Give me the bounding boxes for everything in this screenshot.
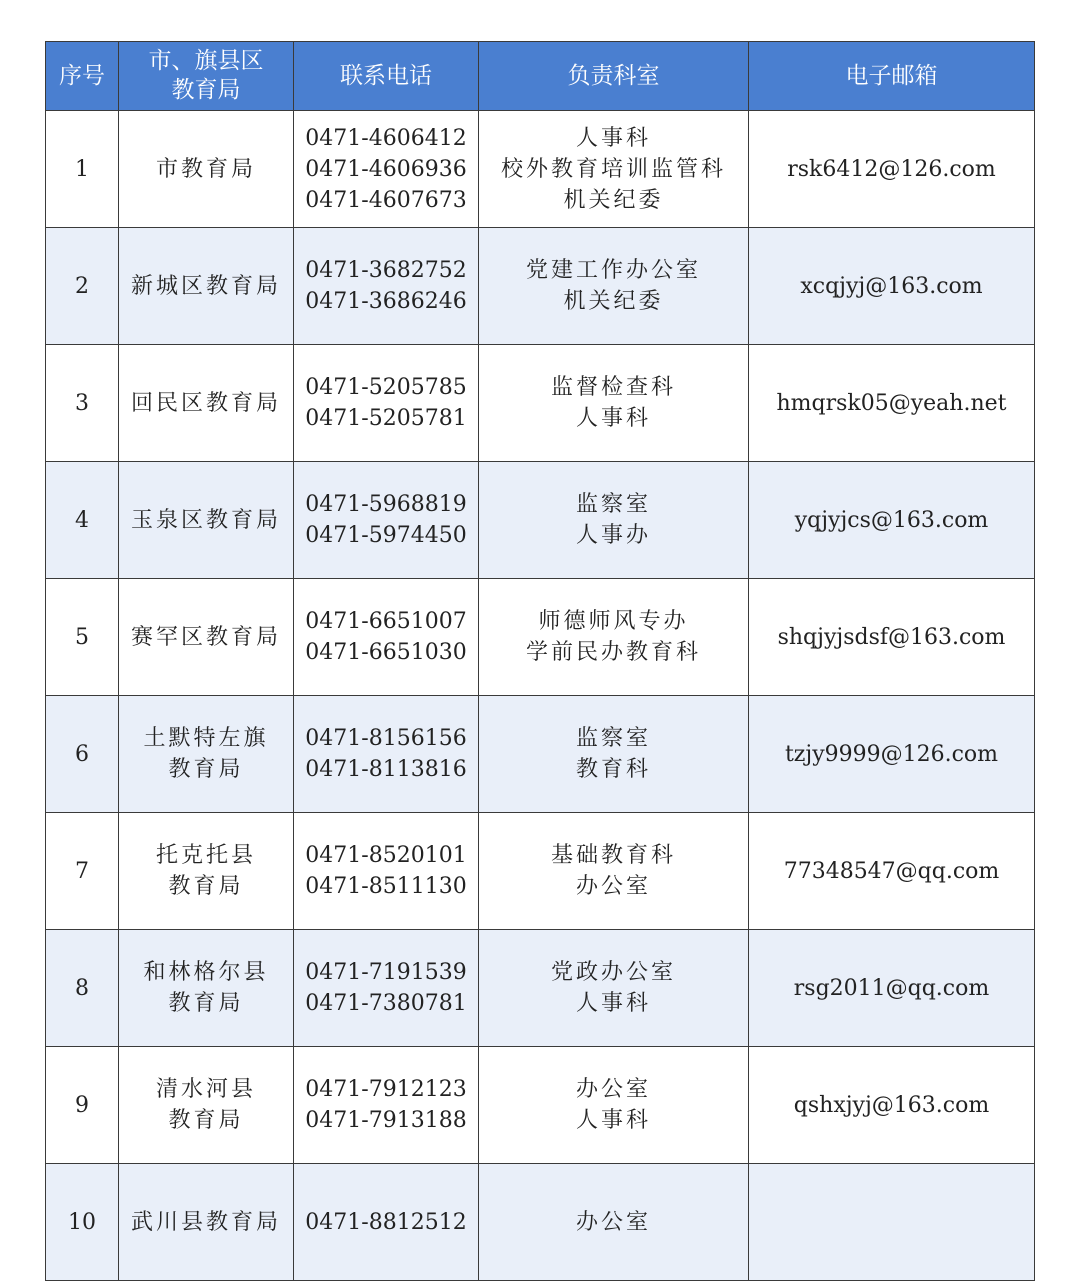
phone-number: 0471-4606936 [305,156,467,182]
dept-cell [479,930,749,1047]
dept-cell [479,813,749,930]
header-no: 序号 [46,42,119,111]
table-row [46,462,1035,579]
header-bureau [119,42,294,111]
dept-name: 校外教育培训监管科 [500,156,726,182]
table-row [46,930,1035,1047]
table-body [46,111,1035,1281]
row-number-cell: 3 [46,345,119,462]
email-cell [749,1164,1035,1281]
dept-name: 人事科 [575,125,651,151]
phone-number: 0471-6651007 [305,609,467,634]
dept-name: 党政办公室 [550,960,676,985]
bureau-name: 玉泉区教育局 [130,507,281,533]
phone-number: 0471-8113816 [305,757,467,782]
phone-cell [294,579,479,696]
email-cell: yqjyjcs@163.com [749,462,1035,579]
row-number-cell: 9 [46,1047,119,1164]
bureau-name: 新城区教育局 [130,273,281,299]
bureau-name: 和林格尔县 [143,960,269,985]
table-row [46,111,1035,228]
table-row [46,228,1035,345]
bureau-cell [119,345,294,462]
bureau-cell [119,579,294,696]
header-bureau-line: 市、旗县区 [148,48,264,74]
phone-cell [294,696,479,813]
row-number-cell: 8 [46,930,119,1047]
phone-cell [294,462,479,579]
dept-name: 人事科 [575,991,651,1016]
phone-number: 0471-8520101 [305,843,467,868]
bureau-name: 土默特左旗 [143,726,269,751]
dept-name: 人事办 [575,523,651,548]
phone-number: 0471-5205785 [305,375,467,400]
bureau-name: 教育局 [168,757,244,782]
dept-cell [479,579,749,696]
row-number-cell: 7 [46,813,119,930]
table-row [46,579,1035,696]
bureau-cell [119,1047,294,1164]
bureau-cell [119,111,294,228]
dept-cell [479,696,749,813]
email-cell: shqjyjsdsf@163.com [749,579,1035,696]
bureau-name: 教育局 [168,1108,244,1133]
row-number-cell: 2 [46,228,119,345]
phone-number: 0471-3686246 [305,289,467,314]
email-cell: rsk6412@126.com [749,111,1035,228]
table-row [46,1164,1035,1281]
dept-name: 人事科 [575,406,651,431]
phone-number: 0471-7191539 [305,960,467,985]
header-bureau-line: 教育局 [171,77,241,103]
phone-number: 0471-5205781 [305,406,467,431]
phone-cell [294,228,479,345]
header-dept: 负责科室 [479,42,749,111]
dept-name: 机关纪委 [563,187,664,213]
dept-cell [479,345,749,462]
dept-name: 办公室 [575,874,651,899]
row-number-cell: 1 [46,111,119,228]
email-cell: 77348547@qq.com [749,813,1035,930]
bureau-name: 托克托县 [155,843,256,868]
dept-name: 师德师风专办 [538,609,689,634]
dept-name: 监督检查科 [550,375,676,400]
table-row [46,345,1035,462]
header-phone: 联系电话 [294,42,479,111]
phone-number: 0471-8156156 [305,726,467,751]
bureau-name: 回民区教育局 [130,390,281,416]
dept-name: 监察室 [575,492,651,517]
row-number-cell: 6 [46,696,119,813]
dept-name: 办公室 [575,1209,651,1235]
dept-cell [479,1164,749,1281]
contact-table-wrapper [45,41,1035,1281]
bureau-name: 教育局 [168,991,244,1016]
bureau-cell [119,696,294,813]
dept-name: 党建工作办公室 [525,258,701,283]
row-number-cell: 10 [46,1164,119,1281]
phone-number: 0471-6651030 [305,640,467,665]
bureau-cell [119,1164,294,1281]
row-number-cell: 4 [46,462,119,579]
email-cell: hmqrsk05@yeah.net [749,345,1035,462]
email-cell: qshxjyj@163.com [749,1047,1035,1164]
bureau-cell [119,930,294,1047]
dept-name: 办公室 [575,1077,651,1102]
phone-number: 0471-7913188 [305,1108,467,1133]
phone-number: 0471-5968819 [305,492,467,517]
phone-number: 0471-5974450 [305,523,467,548]
phone-number: 0471-8812512 [305,1209,467,1235]
table-row [46,813,1035,930]
bureau-cell [119,462,294,579]
phone-number: 0471-7380781 [305,991,467,1016]
phone-cell [294,813,479,930]
bureau-name: 清水河县 [155,1077,256,1102]
bureau-name: 教育局 [168,874,244,899]
phone-number: 0471-4607673 [305,187,467,213]
phone-cell [294,1047,479,1164]
email-cell: tzjy9999@126.com [749,696,1035,813]
dept-name: 教育科 [575,757,651,782]
dept-name: 监察室 [575,726,651,751]
header-email: 电子邮箱 [749,42,1035,111]
phone-cell [294,930,479,1047]
email-cell: rsg2011@qq.com [749,930,1035,1047]
phone-cell [294,345,479,462]
bureau-cell [119,228,294,345]
phone-number: 0471-7912123 [305,1077,467,1102]
row-number-cell: 5 [46,579,119,696]
bureau-name: 市教育局 [155,156,256,182]
table-header-row [46,42,1035,111]
dept-cell [479,228,749,345]
contact-table [45,41,1035,1281]
phone-number: 0471-8511130 [305,874,467,899]
table-row [46,1047,1035,1164]
dept-name: 人事科 [575,1108,651,1133]
table-row [46,696,1035,813]
dept-cell [479,111,749,228]
phone-cell [294,111,479,228]
bureau-name: 武川县教育局 [130,1209,281,1235]
email-cell: xcqjyj@163.com [749,228,1035,345]
bureau-name: 赛罕区教育局 [130,624,281,650]
bureau-cell [119,813,294,930]
phone-number: 0471-3682752 [305,258,467,283]
dept-name: 基础教育科 [550,843,676,868]
dept-name: 机关纪委 [563,289,664,314]
phone-cell [294,1164,479,1281]
dept-cell [479,1047,749,1164]
dept-name: 学前民办教育科 [525,640,701,665]
dept-cell [479,462,749,579]
phone-number: 0471-4606412 [305,125,467,151]
